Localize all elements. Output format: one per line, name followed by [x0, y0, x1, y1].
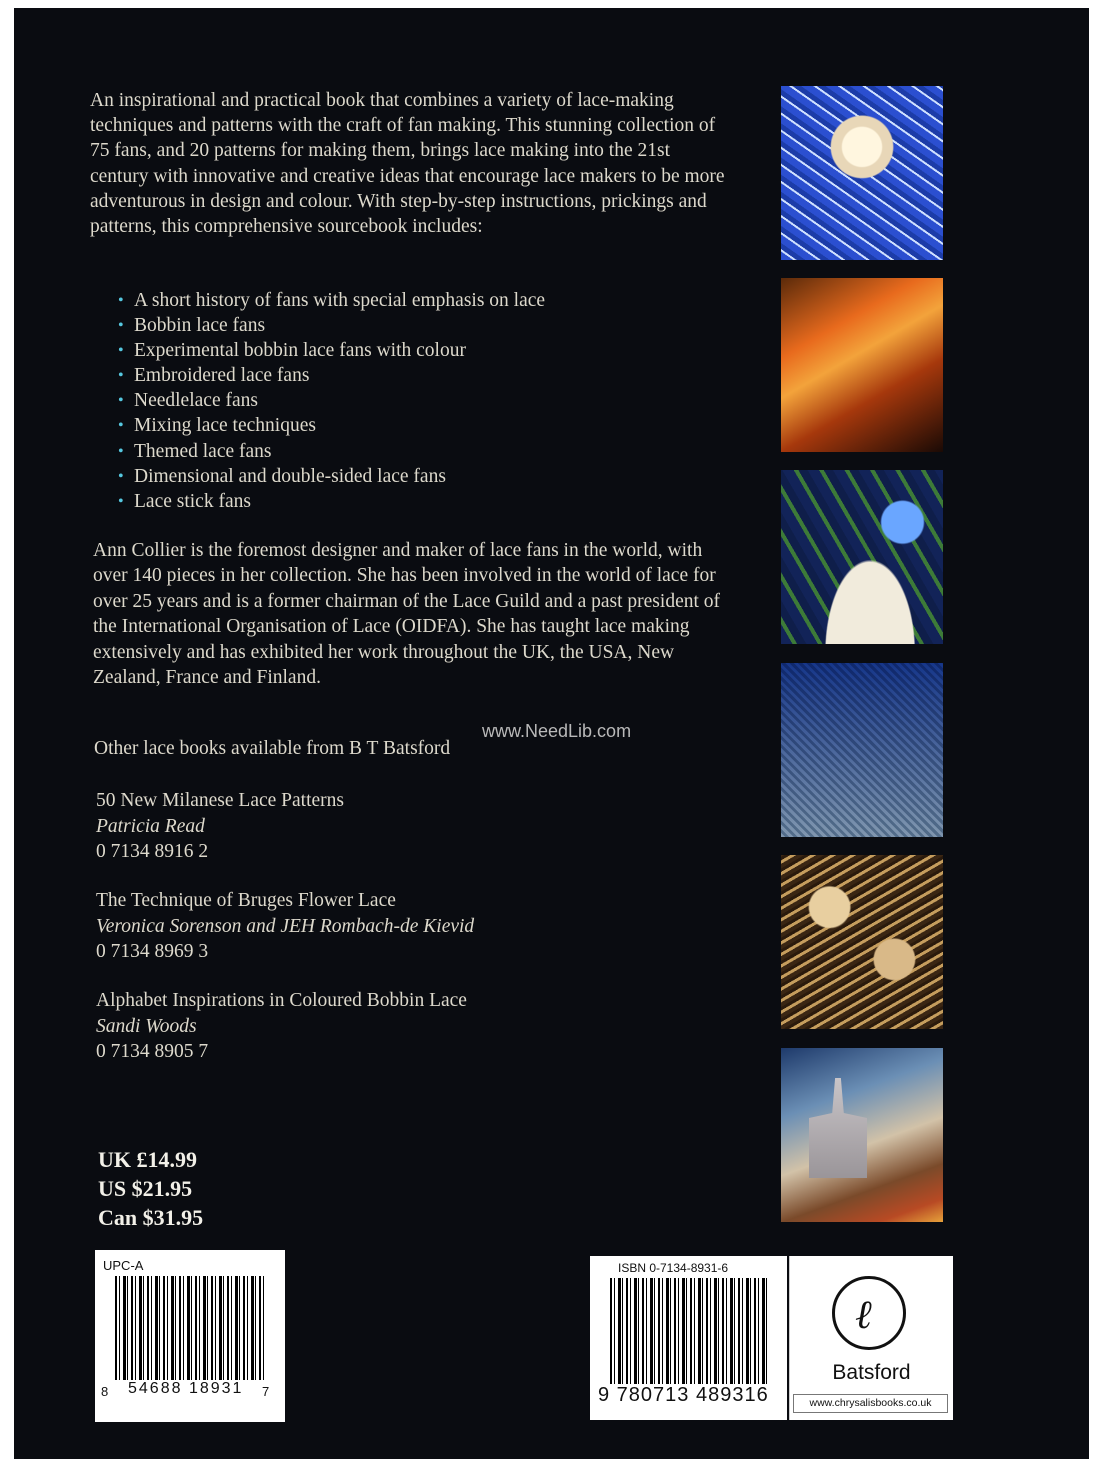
- list-item: • A short history of fans with special emphasis on lace: [118, 288, 545, 313]
- bullet-icon: •: [118, 417, 124, 435]
- bullet-icon: •: [118, 442, 124, 460]
- list-item: • Bobbin lace fans: [118, 313, 545, 338]
- contents-list: [118, 288, 545, 514]
- upc-last-digit: 7: [262, 1384, 270, 1399]
- intro-paragraph: An inspirational and practical book that combines a variety of lace-making techniques and patterns with the craft of fan making. This stunning collection of 75 fans, and 20 patterns for making them, brings lace making into the 21st century with innovative and creative ideas that encourage lace makers to be more adventurous in design and colour. With step-by-step instructions, prickings and patterns, this comprehensive sourcebook includes:: [90, 90, 725, 238]
- list-item: • Lace stick fans: [118, 489, 545, 514]
- bullet-icon: •: [118, 367, 124, 385]
- author-bio: Ann Collier is the foremost designer and maker of lace fans in the world, with over 140 pieces in her collection. She has been involved in the world of lace for over 25 years and is a former chairman of the Lace Guild and a past president of the International Organisation of Lace (OIDFA). She has taught lace making extensively and has exhibited her work throughout the UK, the USA, New Zealand, France and Finland.: [93, 540, 721, 689]
- list-item: • Dimensional and double-sided lace fans: [118, 464, 545, 489]
- list-item: • Mixing lace techniques: [118, 413, 545, 438]
- batsford-logo-icon: ℓ: [832, 1276, 906, 1350]
- book-title: The Technique of Bruges Flower Lace: [96, 890, 396, 911]
- bullet-icon: •: [118, 342, 124, 360]
- upc-label: UPC-A: [103, 1258, 144, 1273]
- book-title: 50 New Milanese Lace Patterns: [96, 790, 344, 811]
- bullet-icon: •: [118, 492, 124, 510]
- upc-first-digit: 8: [101, 1384, 109, 1399]
- lace-fan-photo: [781, 470, 943, 644]
- lace-fan-photo: [781, 278, 943, 452]
- bullet-icon: •: [118, 392, 124, 410]
- book-isbn: 0 7134 8916 2: [96, 841, 209, 862]
- book-isbn: 0 7134 8969 3: [96, 941, 209, 962]
- upc-barcode: [95, 1250, 285, 1422]
- barcode-bars: [610, 1278, 768, 1384]
- book-isbn: 0 7134 8905 7: [96, 1041, 209, 1062]
- barcode-bars: [115, 1276, 267, 1380]
- isbn-barcode: [590, 1256, 787, 1420]
- lace-fan-photo: [781, 1048, 943, 1222]
- book-title: Alphabet Inspirations in Coloured Bobbin Lace: [96, 990, 467, 1011]
- list-item: • Themed lace fans: [118, 439, 545, 464]
- publisher-name: Batsford: [832, 1361, 911, 1384]
- upc-digits: 54688 18931: [128, 1380, 244, 1397]
- book-author: Patricia Read: [96, 815, 205, 837]
- book-entry: [96, 988, 467, 1065]
- price-uk: UK £14.99: [98, 1147, 197, 1172]
- other-books-heading: Other lace books available from B T Batsford: [94, 738, 451, 759]
- list-item: • Needlelace fans: [118, 388, 545, 413]
- price-us: US $21.95: [98, 1176, 193, 1201]
- price-can: Can $31.95: [98, 1205, 204, 1230]
- price-list: [98, 1145, 203, 1232]
- book-entry: [96, 788, 344, 865]
- book-entry: [96, 888, 474, 965]
- watermark-text: www.NeedLib.com: [482, 721, 632, 741]
- bullet-icon: •: [118, 292, 124, 309]
- book-back-cover: [14, 8, 1089, 1459]
- lace-fan-photo: [781, 86, 943, 260]
- list-item: • Embroidered lace fans: [118, 363, 545, 388]
- bullet-icon: •: [118, 467, 124, 485]
- list-item: • Experimental bobbin lace fans with colour: [118, 338, 545, 363]
- publisher-url: www.chrysalisbooks.co.uk: [793, 1394, 948, 1413]
- isbn-digits: 9 780713 489316: [598, 1384, 769, 1406]
- publisher-panel: [789, 1256, 953, 1420]
- book-author: Sandi Woods: [96, 1015, 197, 1037]
- book-author: Veronica Sorenson and JEH Rombach-de Kievid: [96, 915, 475, 937]
- lace-fan-photo: [781, 663, 943, 837]
- lace-fan-photo: [781, 855, 943, 1029]
- church-shape: [809, 1078, 867, 1178]
- isbn-label: ISBN 0-7134-8931-6: [618, 1261, 729, 1275]
- bullet-icon: •: [118, 317, 124, 335]
